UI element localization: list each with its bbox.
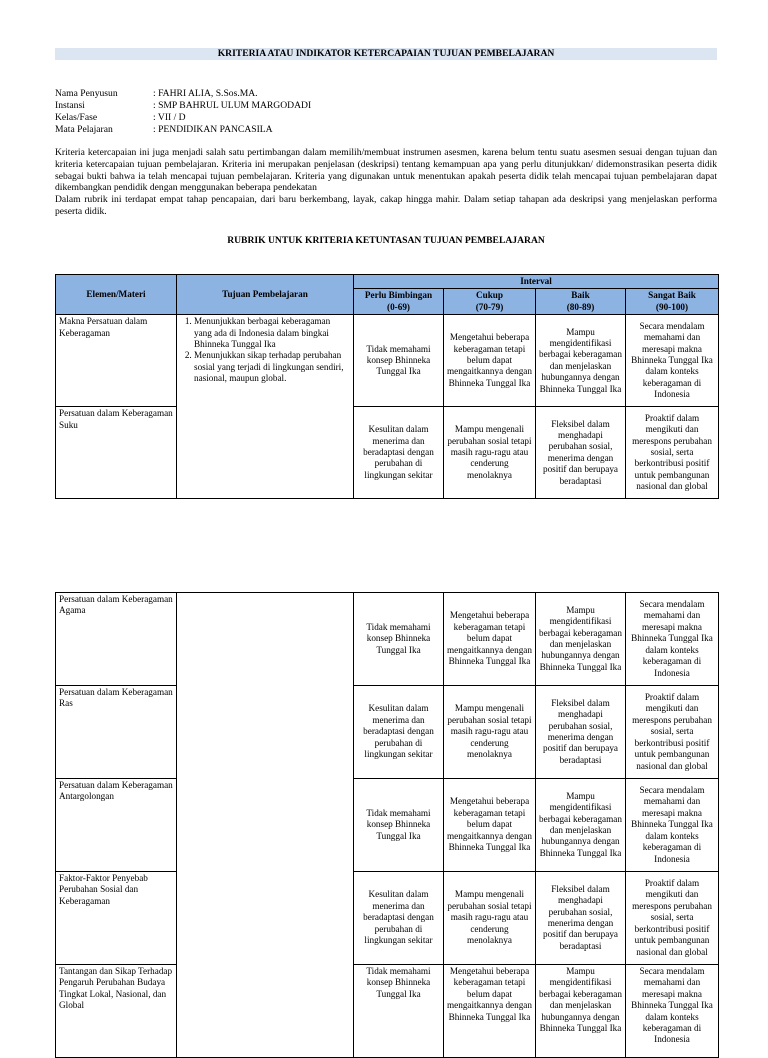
element-cell: Tantangan dan Sikap Terhadap Pengaruh Perubahan Budaya Tingkat Lokal, Nasional, dan Global bbox=[56, 965, 177, 1058]
level-name: Cukup bbox=[475, 290, 504, 301]
desc-perlu-bimbingan: Kesulitan dalam menerima dan beradaptasi dengan perubahan di lingkungan sekitar bbox=[354, 872, 444, 965]
desc-cukup: Mampu mengenali perubahan sosial tetapi masih ragu-ragu atau cenderung menolaknya bbox=[444, 407, 536, 499]
rubric-title: RUBRIK UNTUK KRITERIA KETUNTASAN TUJUAN PEMBELAJARAN bbox=[227, 235, 545, 246]
desc-sangat-baik: Secara mendalam memahami dan meresapi makna Bhinneka Tunggal Ika dalam konteks keberagaman di Indonesia bbox=[626, 779, 719, 872]
table-row bbox=[56, 779, 719, 872]
meta-value: : FAHRI ALIA, S.Sos.MA. bbox=[153, 88, 258, 99]
intro-paragraph: Dalam rubrik ini terdapat empat tahap pencapaian, dari baru berkembang, layak, cakap hingga mahir. Dalam setiap tahapan ada deskripsi yang menjelaskan performa peserta didik. bbox=[55, 194, 717, 217]
desc-cukup: Mampu mengenali perubahan sosial tetapi masih ragu-ragu atau cenderung menolaknya bbox=[444, 872, 536, 965]
meta-row-penyusun bbox=[55, 88, 455, 100]
desc-perlu-bimbingan: Tidak memahami konsep Bhinneka Tunggal Ika bbox=[354, 593, 444, 686]
meta-label: Instansi bbox=[55, 100, 85, 111]
rubric-table bbox=[55, 274, 719, 499]
list-item: 2. Menunjukkan sikap terhadap perubahan sosial yang terjadi di lingkungan sendiri, nasional, maupun global. bbox=[194, 350, 350, 384]
header-elemen: Elemen/Materi bbox=[56, 275, 177, 315]
meta-row-instansi bbox=[55, 100, 455, 112]
rubric-table-continued bbox=[55, 592, 719, 1058]
table-row bbox=[56, 872, 719, 965]
desc-sangat-baik: Proaktif dalam mengikuti dan merespons perubahan sosial, serta berkontribusi positif untuk pembangunan nasional dan global bbox=[626, 872, 719, 965]
desc-cukup: Mengetahui beberapa keberagaman tetapi belum dapat mengaitkannya dengan Bhinneka Tunggal Ika bbox=[444, 779, 536, 872]
desc-sangat-baik: Secara mendalam memahami dan meresapi makna Bhinneka Tunggal Ika dalam konteks keberagaman di Indonesia bbox=[626, 965, 719, 1058]
tujuan-cell bbox=[177, 315, 354, 499]
meta-row-mapel bbox=[55, 124, 455, 136]
desc-cukup: Mampu mengenali perubahan sosial tetapi masih ragu-ragu atau cenderung menolaknya bbox=[444, 686, 536, 779]
level-name: Baik bbox=[571, 290, 590, 301]
intro-text bbox=[55, 147, 717, 218]
table-row bbox=[56, 965, 719, 1058]
desc-baik: Fleksibel dalam menghadapi perubahan sosial, menerima dengan positif dan berupaya beradaptasi bbox=[536, 407, 626, 499]
desc-cukup: Mengetahui beberapa keberagaman tetapi belum dapat mengaitkannya dengan Bhinneka Tunggal Ika bbox=[444, 315, 536, 407]
element-cell: Persatuan dalam Keberagaman Ras bbox=[56, 686, 177, 779]
level-range: (90-100) bbox=[655, 301, 689, 312]
desc-baik: Mampu mengidentifikasi berbagai keberagaman dan menjelaskan hubungannya dengan Bhinneka Tunggal Ika bbox=[536, 779, 626, 872]
desc-baik: Mampu mengidentifikasi berbagai keberagaman dan menjelaskan hubungannya dengan Bhinneka Tunggal Ika bbox=[536, 315, 626, 407]
meta-label: Nama Penyusun bbox=[55, 88, 118, 99]
meta-label: Mata Pelajaran bbox=[55, 124, 113, 135]
table-row bbox=[56, 407, 719, 499]
desc-sangat-baik: Proaktif dalam mengikuti dan merespons perubahan sosial, serta berkontribusi positif untuk pembangunan nasional dan global bbox=[626, 407, 719, 499]
desc-perlu-bimbingan: Kesulitan dalam menerima dan beradaptasi dengan perubahan di lingkungan sekitar bbox=[354, 686, 444, 779]
header-level bbox=[444, 289, 536, 315]
level-name: Sangat Baik bbox=[648, 290, 696, 301]
header-level bbox=[536, 289, 626, 315]
table-row bbox=[56, 315, 719, 407]
header-level bbox=[626, 289, 719, 315]
desc-perlu-bimbingan: Tidak memahami konsep Bhinneka Tunggal Ika bbox=[354, 965, 444, 1058]
table-row bbox=[56, 593, 719, 686]
desc-sangat-baik: Secara mendalam memahami dan meresapi makna Bhinneka Tunggal Ika dalam konteks keberagaman di Indonesia bbox=[626, 593, 719, 686]
element-cell: Persatuan dalam Keberagaman Antargolongan bbox=[56, 779, 177, 872]
desc-perlu-bimbingan: Tidak memahami konsep Bhinneka Tunggal Ika bbox=[354, 779, 444, 872]
header-level bbox=[354, 289, 444, 315]
meta-value: : PENDIDIKAN PANCASILA bbox=[153, 124, 273, 135]
header-interval: Interval bbox=[354, 275, 719, 289]
list-item: 1. Menunjukkan berbagai keberagaman yang ada di Indonesia dalam bingkai Bhinneka Tunggal Ika bbox=[194, 316, 350, 350]
level-range: (0-69) bbox=[387, 301, 410, 312]
desc-baik: Fleksibel dalam menghadapi perubahan sosial, menerima dengan positif dan berupaya beradaptasi bbox=[536, 872, 626, 965]
document-meta bbox=[55, 88, 455, 136]
element-cell: Makna Persatuan dalam Keberagaman bbox=[56, 315, 177, 407]
desc-cukup: Mengetahui beberapa keberagaman tetapi belum dapat mengaitkannya dengan Bhinneka Tunggal Ika bbox=[444, 965, 536, 1058]
header-tujuan: Tujuan Pembelajaran bbox=[177, 275, 354, 315]
element-cell: Persatuan dalam Keberagaman Suku bbox=[56, 407, 177, 499]
meta-row-kelas bbox=[55, 112, 455, 124]
element-cell: Persatuan dalam Keberagaman Agama bbox=[56, 593, 177, 686]
tujuan-list bbox=[180, 316, 350, 384]
document-title: KRITERIA ATAU INDIKATOR KETERCAPAIAN TUJUAN PEMBELAJARAN bbox=[55, 48, 717, 60]
tujuan-cell-empty bbox=[177, 593, 354, 1058]
meta-value: : SMP BAHRUL ULUM MARGODADI bbox=[153, 100, 312, 111]
meta-label: Kelas/Fase bbox=[55, 112, 98, 123]
level-range: (80-89) bbox=[566, 301, 595, 312]
level-name: Perlu Bimbingan bbox=[364, 290, 433, 301]
desc-baik: Mampu mengidentifikasi berbagai keberagaman dan menjelaskan hubungannya dengan Bhinneka Tunggal Ika bbox=[536, 965, 626, 1058]
desc-sangat-baik: Secara mendalam memahami dan meresapi makna Bhinneka Tunggal Ika dalam konteks keberagaman di Indonesia bbox=[626, 315, 719, 407]
intro-paragraph: Kriteria ketercapaian ini juga menjadi salah satu pertimbangan dalam memilih/membuat instrumen asesmen, karena belum tentu suatu asesmen sesuai dengan tujuan dan kriteria ketercapaian tujuan pembelajaran. Kriteria ini merupakan penjelasan (deskripsi) tentang kemampuan apa yang perlu ditunjukkan/ didemonstrasikan peserta didik sebagai bukti bahwa ia telah mencapai tujuan pembelajaran. Kriteria yang digunakan untuk menentukan apakah peserta didik telah mencapai tujuan pembelajaran dapat dikembangkan pendidik dengan menggunakan beberapa pendekatan bbox=[55, 147, 717, 194]
desc-baik: Mampu mengidentifikasi berbagai keberagaman dan menjelaskan hubungannya dengan Bhinneka Tunggal Ika bbox=[536, 593, 626, 686]
desc-cukup: Mengetahui beberapa keberagaman tetapi belum dapat mengaitkannya dengan Bhinneka Tunggal Ika bbox=[444, 593, 536, 686]
table-row bbox=[56, 686, 719, 779]
meta-value: : VII / D bbox=[153, 112, 186, 123]
desc-perlu-bimbingan: Tidak memahami konsep Bhinneka Tunggal Ika bbox=[354, 315, 444, 407]
level-range: (70-79) bbox=[475, 301, 504, 312]
element-cell: Faktor-Faktor Penyebab Perubahan Sosial dan Keberagaman bbox=[56, 872, 177, 965]
desc-baik: Fleksibel dalam menghadapi perubahan sosial, menerima dengan positif dan berupaya beradaptasi bbox=[536, 686, 626, 779]
desc-perlu-bimbingan: Kesulitan dalam menerima dan beradaptasi dengan perubahan di lingkungan sekitar bbox=[354, 407, 444, 499]
desc-sangat-baik: Proaktif dalam mengikuti dan merespons perubahan sosial, serta berkontribusi positif untuk pembangunan nasional dan global bbox=[626, 686, 719, 779]
